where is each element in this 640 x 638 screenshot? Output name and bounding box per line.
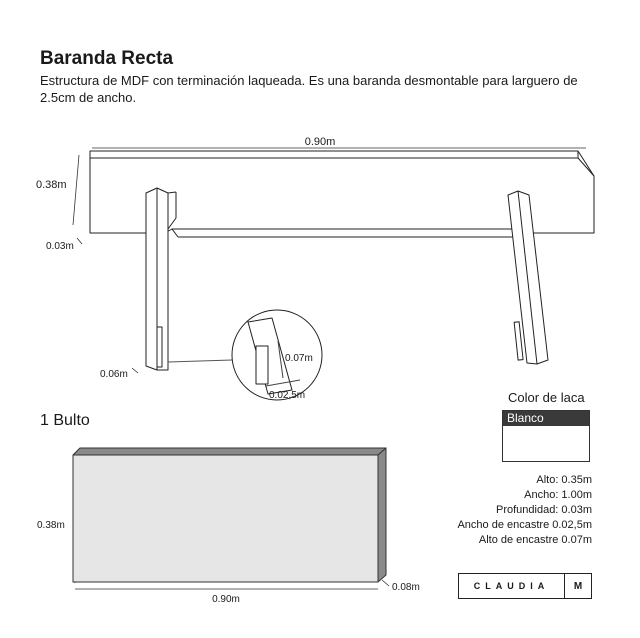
color-swatch [502,410,590,462]
brand-mark: M [573,580,583,592]
leg-dimension-label: 0.06m [100,369,128,380]
spec-ancho-encastre: Ancho de encastre 0.02,5m [457,519,592,531]
slot-height-label: 0.07m [285,353,313,364]
package-height-label: 0.38m [37,520,65,531]
color-section-title: Color de laca [508,390,585,405]
slot-width-label: 0.02,5m [269,390,306,401]
page-title: Baranda Recta [40,48,174,69]
depth-dimension-label: 0.03m [46,241,74,252]
package-top [73,448,386,455]
brand-name: CLAUDIA [459,574,565,598]
product-description: Estructura de MDF con terminación laqueada. Es una baranda desmontable para larguero de 2.5cm de ancho. [40,73,578,105]
package-front [73,455,378,582]
spec-alto: Alto: 0.35m [536,474,592,486]
width-dimension-label: 0.90m [304,136,336,148]
specifications-list [457,473,592,548]
right-slot [514,322,523,360]
package-count: 1 Bulto [40,412,90,429]
package-side [378,448,386,582]
spec-alto-encastre: Alto de encastre 0.07m [478,534,592,546]
spec-ancho: Ancho: 1.00m [524,489,592,501]
package-depth-label: 0.08m [392,582,420,593]
height-dimension-label: 0.38m [36,179,67,191]
spec-profundidad: Profundidad: 0.03m [495,504,592,516]
brand-logo [458,573,592,599]
left-slot [157,327,162,367]
package-width-label: 0.90m [212,594,240,605]
color-swatch-label: Blanco [503,411,589,426]
